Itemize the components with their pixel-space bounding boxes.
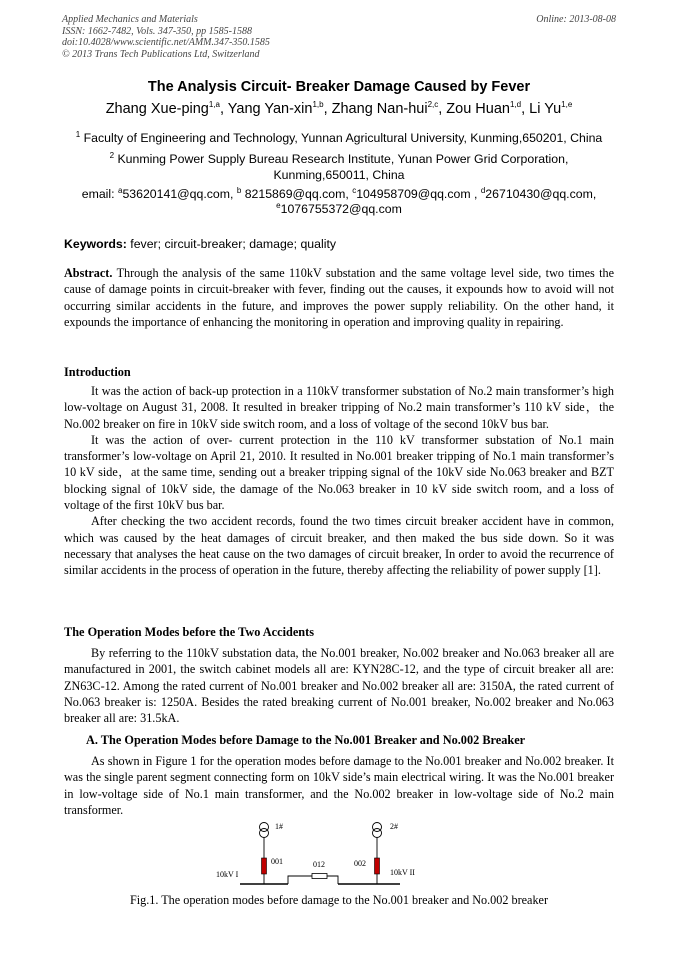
bus-tie-line: [288, 876, 312, 884]
section-heading-introduction: Introduction: [64, 365, 131, 379]
figure-1-diagram: [200, 818, 500, 890]
figure-caption: Fig.1. The operation modes before damage to the No.001 breaker and No.002 breaker: [129, 893, 549, 907]
breaker-002: [375, 858, 380, 874]
breaker-012-label: 012: [313, 860, 325, 869]
bus-tie-breaker-012: [312, 874, 327, 879]
author-sup: 2,c: [427, 100, 439, 110]
issn: ISSN: 1662-7482, Vols. 347-350, pp 1585-1588: [62, 25, 252, 37]
affiliation-number: 1: [75, 129, 81, 139]
paper-title: The Analysis Circuit- Breaker Damage Caused by Fever: [147, 79, 531, 95]
doi: doi:10.4028/www.scientific.net/AMM.347-350.1585: [62, 37, 270, 48]
section-heading-operation-modes: The Operation Modes before the Two Accidents: [64, 625, 315, 639]
keywords: [64, 237, 614, 251]
abstract-text: Through the analysis of the same 110kV substation and the same voltage level side, two times the cause of damage points in circuit-breaker with fever, finding out the causes, it expounds how to avoid will not occurring similar accidents in the future, and improves the power supply reliability. On the other hand, it expounds the importance of enhancing the monitoring in operation and improving quality in repairing.: [64, 266, 614, 329]
author-name: Li Yu: [529, 101, 562, 117]
email-sup: e: [276, 200, 281, 210]
online-date: Online: 2013-08-08: [536, 14, 616, 25]
keywords-text: fever; circuit-breaker; damage; quality: [130, 237, 337, 251]
breaker-002-label: 002: [354, 859, 366, 868]
paragraph: It was the action of back-up protection in a 110kV transformer substation of No.2 main transformer’s high low-voltage on August 31, 2008. It resulted in breaker tripping of No.2 main transformer’s 110 kV side，the No.002 breaker on fire in 10kV side switch room, and a loss of voltage of the second 10kV bus bar.: [64, 384, 614, 431]
keywords-label: Keywords:: [64, 237, 127, 251]
author-name: Yang Yan-xin: [227, 101, 313, 117]
bus-tie-line-b: [327, 876, 338, 884]
paragraph: As shown in Figure 1 for the operation modes before damage to the No.001 breaker and No.002 breaker. It was the single parent segment connecting form on 10kV side’s main electrical wiring. It was the No.001 breaker in low-voltage side of No.1 main transformer, and the No.002 breaker in low-voltage side of No.2 main transformer.: [64, 754, 614, 817]
email-sup: d: [480, 185, 486, 195]
subsection-body: [64, 753, 614, 818]
affiliation-text-line2: Kunming,650011, China: [273, 168, 405, 182]
journal-header: [62, 14, 616, 60]
paragraph: After checking the two accident records, found the two times circuit breaker accident have in common, which was caused by the heat damages of circuit breaker, and then maked the bus side down. So it was necessary that analyses the heat cause on the two damages of circuit breaker, In order to avoid the recurrence of similar accidents in the process of operation in the future, thereby affecting the reliability of power supply [1].: [64, 514, 614, 578]
abstract-label: Abstract.: [64, 266, 113, 280]
transformer-1-label: 1#: [275, 822, 283, 831]
introduction-body: [64, 383, 614, 579]
breaker-001: [262, 858, 267, 874]
author-name: Zhang Nan-hui: [331, 101, 428, 117]
author-list: Zhang Xue-ping$^{1,a}$, Yang Yan-xin$^{1,b}$, Zhang Nan-hui$^{2,c}$, Zou Huan$^{1,d}$, Li Yu$^{1,e}$: [105, 100, 573, 117]
email-a[interactable]: 53620141@qq.com,: [122, 187, 234, 201]
transformer-1-symbol: [260, 823, 269, 838]
breaker-001-label: 001: [271, 857, 283, 866]
header-left: [62, 14, 270, 60]
email-label: email:: [81, 187, 115, 201]
bus-2-label: 10kV II: [390, 868, 415, 877]
email-e[interactable]: 1076755372@qq.com: [280, 202, 402, 216]
abstract: [64, 265, 614, 330]
affiliation-text: Kunming Power Supply Bureau Research Institute, Yunan Power Grid Corporation,: [117, 152, 569, 166]
email-b[interactable]: 8215869@qq.com,: [244, 187, 349, 201]
affiliation-1: [40, 130, 638, 146]
author-sup: 1,d: [509, 100, 522, 110]
paragraph: By referring to the 110kV substation data, the No.001 breaker, No.002 breaker and No.063 breaker all are manufactured in 2001, the switch cabinet models all are: KYN28C-12, and the type of circuit breaker all are: ZN63C-12. Among the rated current of No.001 breaker and No.002 breaker all are: 3150A, the rated current of No.063 breaker is: 1250A. Besides the rated breaking current of No.001 breaker, No.002 breaker and No.063 breaker all are: 31.5kA.: [64, 646, 614, 726]
transformer-2-symbol: [373, 823, 382, 838]
transformer-2-label: 2#: [390, 822, 398, 831]
operation-modes-body: [64, 645, 614, 726]
email-list: [40, 187, 638, 217]
copyright: © 2013 Trans Tech Publications Ltd, Switzerland: [62, 48, 260, 60]
affiliation-number: 2: [109, 150, 115, 160]
subsection-heading: A. The Operation Modes before Damage to the No.001 Breaker and No.002 Breaker: [86, 733, 526, 747]
author-name: Zhang Xue-ping: [105, 101, 209, 117]
journal-name: Applied Mechanics and Materials: [62, 14, 198, 25]
author-sup: 1,a: [208, 100, 220, 110]
author-sup: 1,e: [561, 100, 573, 110]
email-d[interactable]: 26710430@qq.com,: [485, 187, 597, 201]
author-sup: 1,b: [312, 100, 324, 110]
affiliation-text: Faculty of Engineering and Technology, Yunnan Agricultural University, Kunming,650201, China: [83, 131, 603, 145]
email-sup: c: [352, 185, 357, 195]
author-name: Zou Huan: [446, 101, 510, 117]
affiliation-2: [40, 151, 638, 183]
paragraph: It was the action of over- current protection in the 110 kV transformer substation of No.1 main transformer’s low-voltage on April 21, 2010. It resulted in No.001 breaker tripping of No.1 main transformer’s 10 kV side，at the same time, sending out a breaker tripping signal of the 10kV side No.063 breaker and BZT blocking signal of 10kV side, the damage of the No.063 breaker in 10 kV side switch room, and a loss of voltage of the first 10kV bus bar.: [64, 432, 614, 513]
email-c[interactable]: 104958709@qq.com ,: [356, 187, 478, 201]
email-sup: a: [118, 185, 123, 195]
email-sup: b: [236, 185, 242, 195]
bus-1-label: 10kV I: [216, 870, 239, 879]
